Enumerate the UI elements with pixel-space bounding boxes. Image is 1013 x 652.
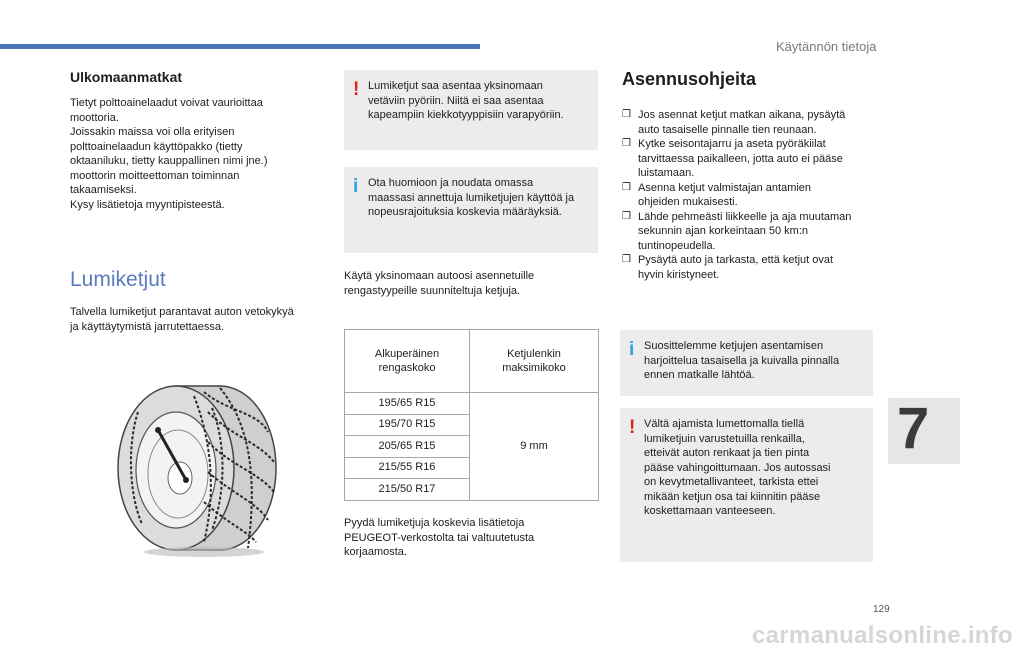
note-line: harjoittelua tasaisella ja kuivalla pinnalla	[644, 354, 840, 367]
note-line: koskettamaan vanteeseen.	[644, 505, 776, 518]
note-line: lumiketjuin varustetuilla renkailla,	[644, 432, 805, 445]
list-item	[622, 210, 877, 254]
warning-note-text	[368, 79, 590, 123]
paragraph-line: oktaaniluku, tietty kauppallinen nimi jne.)	[70, 155, 268, 168]
step-line: auto tasaiselle pinnalle tien reunaan.	[638, 123, 817, 136]
note-line: etteivät auton renkaat ja tien pinta	[644, 447, 810, 460]
paragraph-ulkomaanmatkat	[70, 96, 330, 212]
list-item	[622, 181, 877, 210]
paragraph-line: Pyydä lumiketjuja koskevia lisätietoja	[344, 517, 525, 529]
list-item	[622, 253, 877, 282]
paragraph-line: Käytä yksinomaan autoosi asennetuille	[344, 270, 535, 282]
paragraph-line: Kysy lisätietoja myyntipisteestä.	[70, 198, 225, 211]
step-line: sekunnin ajan korkeintaan 50 km:n	[638, 225, 808, 238]
paragraph-more-info	[344, 516, 599, 560]
note-line: kapeampiin kiekkotyyppisiin varapyöriin.	[368, 109, 564, 122]
step-line: Kytke seisontajarru ja aseta pyöräkiilat	[638, 138, 826, 151]
table-row	[345, 393, 599, 415]
warning-note-bare-rims	[620, 408, 873, 562]
snow-chain-tire-icon	[108, 382, 288, 560]
checkbox-bullet-icon: ❒	[622, 109, 631, 120]
info-note-text	[368, 176, 590, 220]
step-line: Asenna ketjut valmistajan antamien	[638, 181, 812, 194]
tire-size-cell: 215/50 R17	[345, 479, 470, 501]
header-line: rengaskoko	[378, 362, 436, 374]
max-link-cell: 9 mm	[470, 393, 599, 501]
info-note-text	[644, 339, 865, 383]
info-note-practice	[620, 330, 873, 396]
installation-steps-list	[622, 108, 877, 282]
step-line: Lähde pehmeästi liikkeelle ja aja muutaman	[638, 210, 852, 223]
paragraph-line: takaamiseksi.	[70, 184, 137, 197]
paragraph-line: ja käyttäytymistä jarrutettaessa.	[70, 320, 225, 333]
paragraph-line: moottorin moitteettoman toiminnan	[70, 169, 240, 182]
warning-icon: !	[353, 79, 360, 100]
tire-size-cell: 195/70 R15	[345, 414, 470, 436]
chain-size-table	[344, 329, 599, 501]
note-line: maassasi annettuja lumiketjujen käyttöä ja	[368, 191, 575, 204]
warning-note-text	[644, 417, 865, 519]
warning-note-drive-wheels	[344, 70, 598, 150]
paragraph-lumiketjut	[70, 305, 332, 334]
step-line: hyvin kiristyneet.	[638, 268, 720, 281]
note-line: Lumiketjut saa asentaa yksinomaan	[368, 80, 543, 92]
heading-ulkomaanmatkat: Ulkomaanmatkat	[70, 69, 183, 85]
paragraph-line: Tietyt polttoainelaadut voivat vaurioittaa	[70, 97, 263, 109]
note-line: on kevytmetallivanteet, tarkista ettei	[644, 476, 819, 489]
chapter-number: 7	[897, 396, 930, 461]
column-header-max-link	[470, 330, 599, 393]
note-line: vetäviin pyöriin. Niitä ei saa asentaa	[368, 94, 544, 107]
note-line: ennen matkalle lähtöä.	[644, 369, 755, 382]
paragraph-line: Joissakin maissa voi olla erityisen	[70, 126, 235, 139]
step-line: ohjeiden mukaisesti.	[638, 196, 738, 209]
header-line: maksimikoko	[502, 362, 566, 374]
checkbox-bullet-icon: ❒	[622, 210, 631, 222]
checkbox-bullet-icon: ❒	[622, 138, 631, 150]
note-line: nopeusrajoituksia koskevia määräyksiä.	[368, 206, 562, 219]
header-color-bar	[0, 44, 480, 49]
paragraph-line: PEUGEOT-verkostolta tai valtuutetusta	[344, 531, 535, 544]
note-line: Vältä ajamista lumettomalla tiellä	[644, 418, 805, 430]
paragraph-line: korjaamosta.	[344, 546, 407, 559]
checkbox-bullet-icon: ❒	[622, 181, 631, 193]
step-line: luistamaan.	[638, 167, 695, 180]
paragraph-line: polttoainelaadun käyttöpakko (tietty	[70, 140, 243, 153]
note-line: Suosittelemme ketjujen asentamisen	[644, 340, 824, 352]
header-line: Ketjulenkin	[507, 347, 561, 360]
paragraph-line: Talvella lumiketjut parantavat auton vetokykyä	[70, 306, 294, 318]
warning-icon: !	[629, 417, 636, 438]
page-number: 129	[873, 604, 890, 615]
heading-asennusohjeita: Asennusohjeita	[622, 69, 757, 89]
paragraph-line: rengastyypeille suunniteltuja ketjuja.	[344, 284, 521, 297]
paragraph-line: moottoria.	[70, 111, 119, 124]
heading-lumiketjut: Lumiketjut	[70, 268, 166, 291]
info-icon: i	[353, 176, 359, 197]
step-line: tuntinopeudella.	[638, 239, 716, 252]
note-line: Ota huomioon ja noudata omassa	[368, 177, 534, 189]
paragraph-use-only	[344, 269, 599, 298]
section-title: Käytännön tietoja	[776, 39, 877, 54]
table-header-row	[345, 330, 599, 393]
note-line: pääse vahingoittumaan. Jos autossasi	[644, 461, 831, 474]
column-header-tire-size	[345, 330, 470, 393]
list-item	[622, 137, 877, 181]
tire-size-cell: 195/65 R15	[345, 393, 470, 415]
list-item	[622, 108, 877, 137]
note-line: mikään ketjun osa tai kiinnitin pääse	[644, 490, 821, 503]
header-line: Alkuperäinen	[374, 347, 440, 360]
watermark: carmanualsonline.info	[752, 622, 1013, 649]
tire-size-cell: 205/65 R15	[345, 436, 470, 458]
step-line: Jos asennat ketjut matkan aikana, pysäytä	[638, 109, 846, 121]
tire-size-cell: 215/55 R16	[345, 457, 470, 479]
step-line: Pysäytä auto ja tarkasta, että ketjut ovat	[638, 254, 834, 267]
info-icon: i	[629, 339, 635, 360]
checkbox-bullet-icon: ❒	[622, 254, 631, 266]
step-line: tarvittaessa paikalleen, jotta auto ei pääse	[638, 152, 843, 165]
info-note-local-rules	[344, 167, 598, 253]
